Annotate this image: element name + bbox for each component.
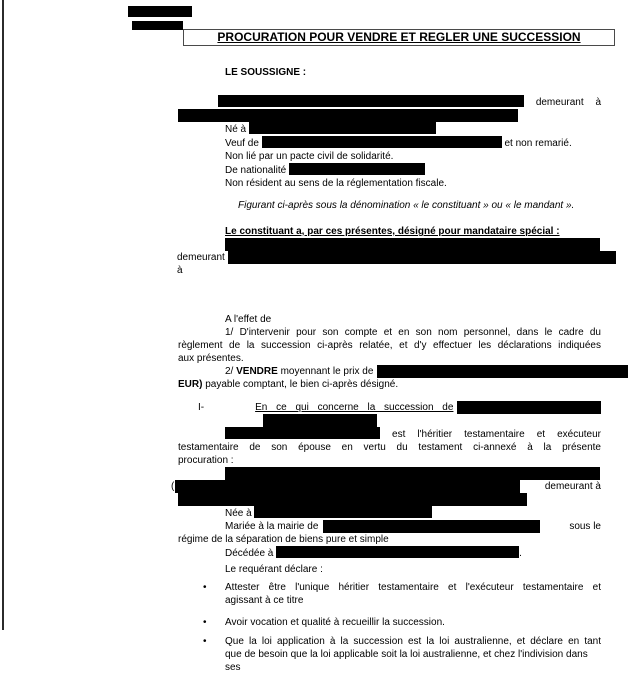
- redaction-bar: [323, 520, 540, 533]
- heritier-line: testamentaire de son épouse en vertu du testament ci-annexé à la présente: [178, 442, 601, 453]
- redaction-bar: [178, 109, 518, 122]
- redaction-bar: [178, 493, 527, 506]
- death-line: Décédée à .: [225, 548, 522, 559]
- point1-line: aux présentes.: [178, 353, 244, 364]
- redaction-bar: [276, 546, 519, 558]
- redaction-bar: [249, 122, 436, 134]
- redaction-bar: [262, 136, 502, 148]
- spouse-address-line: [178, 493, 601, 506]
- section1-heading-line2: [178, 414, 601, 427]
- bullet-icon: •: [203, 582, 207, 593]
- soussigne-heading: LE SOUSSIGNE :: [225, 67, 307, 78]
- nationality-line: De nationalité: [225, 163, 601, 177]
- address-line: [178, 109, 601, 122]
- redaction-bar: [263, 414, 377, 427]
- mandataire-residence-line: demeurant à: [178, 251, 601, 277]
- mandataire-name-line: [178, 238, 601, 251]
- widower-line: Veuf de et non remarié.: [225, 138, 572, 149]
- bullet-item: • Avoir vocation et qualité à recueillir la succession.: [203, 617, 445, 628]
- bullet-icon: •: [203, 617, 207, 628]
- non-resident-line: Non résident au sens de la réglementation fiscale.: [225, 178, 447, 189]
- document-body: [171, 66, 601, 674]
- heritier-line: procuration :: [178, 455, 234, 466]
- redaction-bar: [218, 95, 524, 107]
- denomination-line: Figurant ci-après sous la dénomination « le constituant » ou « le mandant ».: [238, 200, 575, 211]
- point1-line: règlement de la succession ci-après relatée, et d'y effectuer les déclarations indiquées: [178, 340, 601, 351]
- effet-line: A l'effet de: [225, 314, 272, 325]
- identity-line: [218, 95, 601, 109]
- bullet-icon: •: [203, 636, 207, 647]
- document-title-box: [183, 29, 615, 46]
- section1-heading: I- En ce qui concerne la succession de: [178, 401, 601, 414]
- point1-line: 1/ D'intervenir pour son compte et en son nom personnel, dans le cadre du: [225, 327, 601, 338]
- spouse-birth-line: Née à: [225, 506, 601, 520]
- redaction-bar: [228, 251, 616, 264]
- mandataire-heading: Le constituant a, par ces présentes, désigné pour mandataire spécial :: [225, 226, 560, 237]
- redaction-bar: [377, 365, 628, 378]
- residence-word: à: [595, 97, 601, 108]
- redaction-bar: [457, 401, 601, 414]
- spouse-name-line: [178, 467, 601, 480]
- redaction-bar: [225, 467, 600, 480]
- redaction-bar: [128, 6, 192, 17]
- bullet-item: • Attester être l'unique héritier testamentaire et l'exécuteur testamentaire et agissant à ce titre: [203, 582, 601, 606]
- redaction-bar: [289, 163, 425, 175]
- heritier-line: est l'héritier testamentaire et exécuteur: [178, 427, 601, 441]
- declare-heading: Le requérant déclare :: [225, 564, 323, 575]
- residence-word: demeurant: [535, 97, 584, 108]
- scan-left-edge: [2, 0, 4, 630]
- pacs-line: Non lié par un pacte civil de solidarité.: [225, 151, 394, 162]
- point2-line2: EUR) payable comptant, le bien ci-après désigné.: [178, 379, 399, 390]
- bullet-item: • Que la loi application à la succession est la loi australienne, et déclare en tant que de besoin que la loi applicable soit la loi australienne, et chez l'indivision dans ses: [203, 636, 601, 673]
- spouse-residence-line: ( demeurant à: [171, 481, 601, 492]
- birth-line: Né à: [225, 122, 601, 136]
- document-title: PROCURATION POUR VENDRE ET REGLER UNE SUCCESSION: [217, 30, 581, 44]
- marriage-line: Mariée à la mairie de sous le: [225, 521, 601, 532]
- redaction-bar: [175, 480, 520, 493]
- redaction-bar: [132, 21, 183, 30]
- point2-line: 2/ VENDRE moyennant le prix de: [178, 365, 628, 378]
- redaction-bar: [225, 238, 600, 251]
- redaction-bar: [254, 506, 432, 518]
- marriage-regime-line: régime de la séparation de biens pure et simple: [178, 534, 389, 545]
- redaction-bar: [225, 427, 380, 439]
